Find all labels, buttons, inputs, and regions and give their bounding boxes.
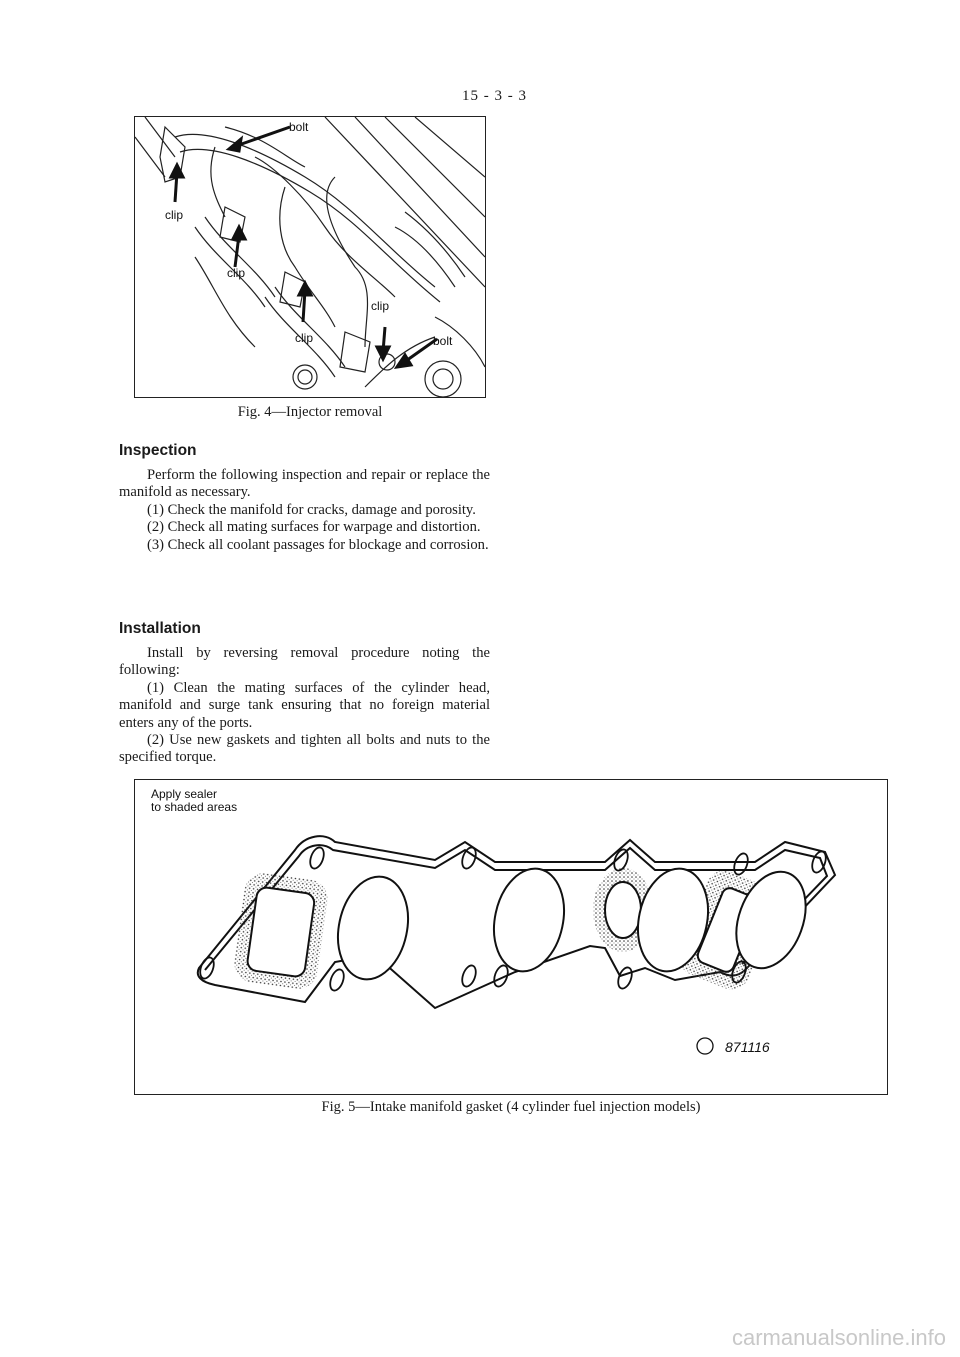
figure-5-illustration bbox=[134, 779, 888, 1095]
inspection-line: Perform the following inspection and repair or replace the manifold as necessary. bbox=[119, 467, 490, 501]
page-number: 15 - 3 - 3 bbox=[462, 88, 527, 104]
label-clip-2: clip bbox=[227, 266, 246, 280]
figure-4-illustration bbox=[134, 116, 486, 398]
sealer-note-line1: Apply sealer bbox=[151, 787, 218, 801]
figure-4-caption: Fig. 4—Injector removal bbox=[237, 404, 383, 420]
intake-gasket-drawing bbox=[135, 780, 888, 1095]
label-bolt-bottom: bolt bbox=[433, 334, 453, 348]
watermark: carmanualsonline.info bbox=[731, 1325, 946, 1350]
label-clip-1: clip bbox=[165, 208, 184, 222]
installation-heading: Installation bbox=[119, 620, 201, 637]
installation-line: (2) Use new gaskets and tighten all bolts and nuts to the specified torque. bbox=[119, 732, 490, 766]
figure-5-caption: Fig. 5—Intake manifold gasket (4 cylinder fuel injection models) bbox=[321, 1099, 701, 1115]
copyright-circle-icon bbox=[697, 1038, 713, 1054]
inspection-line: (3) Check all coolant passages for blockage and corrosion. bbox=[147, 536, 489, 553]
label-bolt-top: bolt bbox=[289, 120, 309, 134]
label-clip-4: clip bbox=[371, 299, 390, 313]
installation-line: (1) Clean the mating surfaces of the cylinder head, manifold and surge tank ensuring that no foreign material enters any of the ports. bbox=[119, 679, 490, 731]
inspection-line: (1) Check the manifold for cracks, damage and porosity. bbox=[147, 501, 476, 518]
installation-body bbox=[119, 645, 490, 767]
label-clip-3: clip bbox=[295, 331, 314, 345]
figure-code: 871116 bbox=[725, 1039, 770, 1055]
installation-line: Install by reversing removal procedure noting the following: bbox=[119, 645, 490, 679]
inspection-heading: Inspection bbox=[119, 442, 197, 459]
inspection-line: (2) Check all mating surfaces for warpage and distortion. bbox=[147, 519, 481, 536]
inspection-body bbox=[119, 467, 490, 554]
sealer-note-line2: to shaded areas bbox=[151, 800, 238, 814]
injector-removal-drawing bbox=[135, 117, 486, 398]
